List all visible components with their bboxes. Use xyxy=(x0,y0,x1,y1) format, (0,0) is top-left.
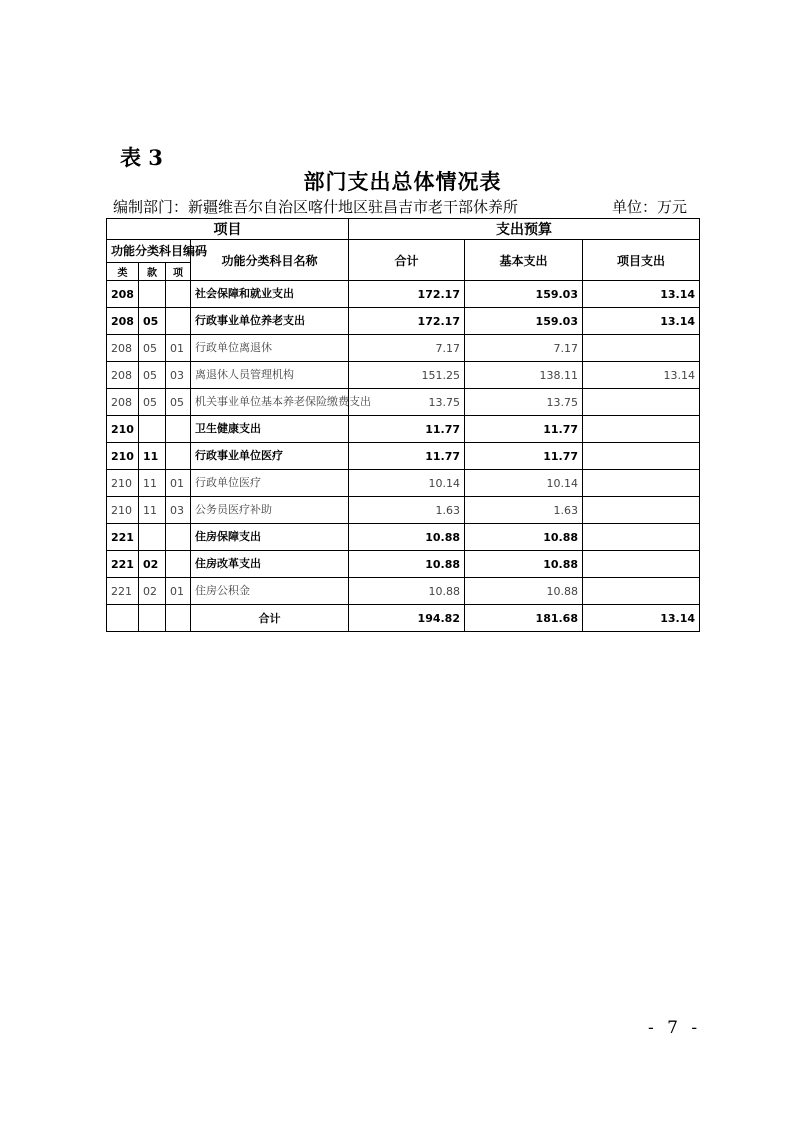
cell-kuan: 02 xyxy=(139,578,166,605)
cell-xiang: 01 xyxy=(166,578,191,605)
cell-lei xyxy=(107,605,139,632)
cell-name: 行政单位离退休 xyxy=(191,335,349,362)
cell-project xyxy=(583,389,700,416)
cell-basic: 10.14 xyxy=(465,470,583,497)
total-label: 合计 xyxy=(191,605,349,632)
cell-lei: 221 xyxy=(107,551,139,578)
cell-kuan: 11 xyxy=(139,470,166,497)
cell-basic: 10.88 xyxy=(465,524,583,551)
cell-basic: 159.03 xyxy=(465,308,583,335)
cell-name: 机关事业单位基本养老保险缴费支出 xyxy=(191,389,349,416)
cell-basic: 13.75 xyxy=(465,389,583,416)
grand-project: 13.14 xyxy=(583,605,700,632)
cell-kuan: 02 xyxy=(139,551,166,578)
cell-name: 行政事业单位医疗 xyxy=(191,443,349,470)
cell-name: 行政事业单位养老支出 xyxy=(191,308,349,335)
cell-lei: 208 xyxy=(107,389,139,416)
cell-name: 住房保障支出 xyxy=(191,524,349,551)
cell-total: 11.77 xyxy=(349,416,465,443)
table-body xyxy=(107,281,700,632)
cell-basic: 10.88 xyxy=(465,578,583,605)
page-number: - 7 - xyxy=(648,1018,702,1038)
cell-total: 7.17 xyxy=(349,335,465,362)
table-row xyxy=(107,281,700,308)
cell-kuan xyxy=(139,605,166,632)
cell-xiang: 05 xyxy=(166,389,191,416)
cell-name: 卫生健康支出 xyxy=(191,416,349,443)
cell-project xyxy=(583,578,700,605)
cell-name: 社会保障和就业支出 xyxy=(191,281,349,308)
table-row xyxy=(107,524,700,551)
table-row xyxy=(107,335,700,362)
compiling-department: 编制部门：新疆维吾尔自治区喀什地区驻昌吉市老干部休养所 xyxy=(113,198,519,216)
cell-name: 公务员医疗补助 xyxy=(191,497,349,524)
table-row xyxy=(107,389,700,416)
cell-lei: 210 xyxy=(107,470,139,497)
cell-total: 172.17 xyxy=(349,281,465,308)
table-row xyxy=(107,416,700,443)
cell-project xyxy=(583,335,700,362)
header-budget: 支出预算 xyxy=(349,219,700,240)
cell-total: 10.88 xyxy=(349,524,465,551)
cell-project xyxy=(583,416,700,443)
cell-name: 住房改革支出 xyxy=(191,551,349,578)
cell-basic: 159.03 xyxy=(465,281,583,308)
table-row xyxy=(107,362,700,389)
cell-project xyxy=(583,470,700,497)
cell-xiang xyxy=(166,416,191,443)
grand-basic: 181.68 xyxy=(465,605,583,632)
cell-xiang xyxy=(166,551,191,578)
table-row xyxy=(107,443,700,470)
cell-name: 住房公积金 xyxy=(191,578,349,605)
cell-basic: 138.11 xyxy=(465,362,583,389)
header-xiang: 项 xyxy=(166,263,191,281)
cell-project xyxy=(583,551,700,578)
header-kuan: 款 xyxy=(139,263,166,281)
cell-xiang xyxy=(166,524,191,551)
cell-total: 11.77 xyxy=(349,443,465,470)
cell-xiang: 01 xyxy=(166,470,191,497)
cell-kuan: 05 xyxy=(139,362,166,389)
cell-lei: 208 xyxy=(107,362,139,389)
grand-total: 194.82 xyxy=(349,605,465,632)
cell-project: 13.14 xyxy=(583,308,700,335)
unit-label: 单位：万元 xyxy=(612,198,688,216)
cell-project: 13.14 xyxy=(583,281,700,308)
cell-project: 13.14 xyxy=(583,362,700,389)
cell-lei: 208 xyxy=(107,281,139,308)
cell-lei: 210 xyxy=(107,497,139,524)
cell-lei: 210 xyxy=(107,416,139,443)
cell-kuan xyxy=(139,281,166,308)
cell-total: 10.14 xyxy=(349,470,465,497)
cell-xiang xyxy=(166,605,191,632)
cell-name: 行政单位医疗 xyxy=(191,470,349,497)
cell-project xyxy=(583,524,700,551)
cell-basic: 10.88 xyxy=(465,551,583,578)
table-row xyxy=(107,308,700,335)
cell-xiang: 03 xyxy=(166,497,191,524)
cell-xiang xyxy=(166,308,191,335)
cell-total: 13.75 xyxy=(349,389,465,416)
cell-xiang: 01 xyxy=(166,335,191,362)
cell-total: 10.88 xyxy=(349,551,465,578)
cell-basic: 11.77 xyxy=(465,416,583,443)
cell-kuan xyxy=(139,524,166,551)
header-project: 项目 xyxy=(107,219,349,240)
total-row xyxy=(107,605,700,632)
cell-project xyxy=(583,443,700,470)
cell-kuan: 05 xyxy=(139,335,166,362)
cell-project xyxy=(583,497,700,524)
cell-xiang xyxy=(166,443,191,470)
cell-lei: 221 xyxy=(107,524,139,551)
header-code-group: 功能分类科目编码 xyxy=(107,240,191,263)
header-name: 功能分类科目名称 xyxy=(191,240,349,281)
cell-name: 离退休人员管理机构 xyxy=(191,362,349,389)
cell-xiang: 03 xyxy=(166,362,191,389)
cell-lei: 221 xyxy=(107,578,139,605)
cell-total: 151.25 xyxy=(349,362,465,389)
cell-total: 10.88 xyxy=(349,578,465,605)
cell-basic: 1.63 xyxy=(465,497,583,524)
cell-kuan: 11 xyxy=(139,497,166,524)
expenditure-table xyxy=(106,218,700,632)
table-label: 表 3 xyxy=(120,145,163,170)
cell-lei: 208 xyxy=(107,335,139,362)
cell-kuan: 11 xyxy=(139,443,166,470)
cell-kuan: 05 xyxy=(139,308,166,335)
cell-lei: 208 xyxy=(107,308,139,335)
cell-basic: 11.77 xyxy=(465,443,583,470)
cell-basic: 7.17 xyxy=(465,335,583,362)
table-row xyxy=(107,497,700,524)
page-title: 部门支出总体情况表 xyxy=(303,169,502,194)
cell-total: 172.17 xyxy=(349,308,465,335)
cell-total: 1.63 xyxy=(349,497,465,524)
cell-xiang xyxy=(166,281,191,308)
table-row xyxy=(107,578,700,605)
table-row xyxy=(107,551,700,578)
cell-kuan: 05 xyxy=(139,389,166,416)
header-project-expenditure: 项目支出 xyxy=(583,240,700,281)
cell-kuan xyxy=(139,416,166,443)
table-row xyxy=(107,470,700,497)
cell-lei: 210 xyxy=(107,443,139,470)
header-lei: 类 xyxy=(107,263,139,281)
header-total: 合计 xyxy=(349,240,465,281)
header-basic: 基本支出 xyxy=(465,240,583,281)
